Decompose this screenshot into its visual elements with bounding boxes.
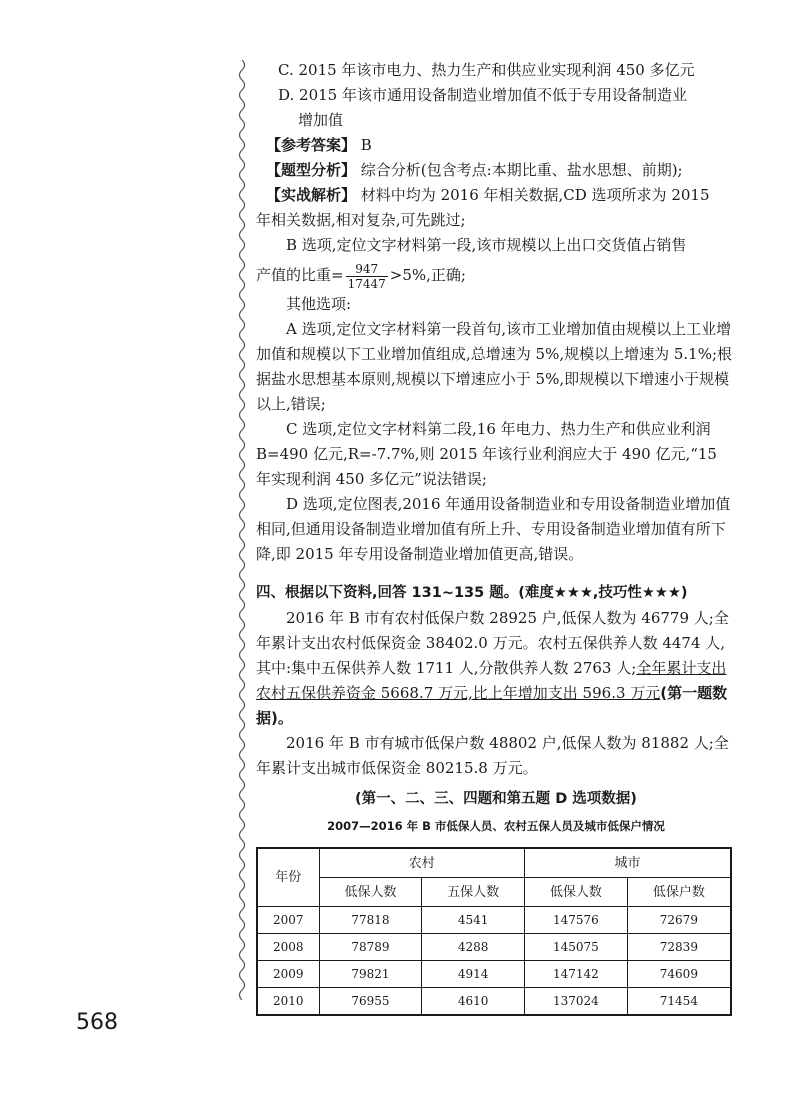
table-scope-caption: (第一、二、三、四题和第五题 D 选项数据) <box>355 791 637 807</box>
analysis-line2: 年相关数据,相对复杂,可先跳过; <box>256 211 466 229</box>
sub-header: 低保人数 <box>525 878 628 907</box>
qtype-label: 【题型分析】 <box>266 161 357 179</box>
table-cell: 2007 <box>257 907 319 934</box>
qtype-value: 综合分析(包含考点:本期比重、盐水思想、前期); <box>360 161 683 179</box>
data-table <box>256 847 732 1016</box>
table-cell: 76955 <box>319 988 422 1016</box>
answer-value: B <box>360 136 372 154</box>
formula-prefix: 产值的比重= <box>256 266 344 284</box>
table-cell: 147576 <box>525 907 628 934</box>
table-row <box>257 961 731 988</box>
table-row <box>257 988 731 1016</box>
margin-wavy-line <box>236 60 248 1000</box>
option-b-analysis: B 选项,定位文字材料第一段,该市规模以上出口交货值占销售 <box>286 236 687 254</box>
sub-header: 低保人数 <box>319 878 422 907</box>
option-a-analysis: A 选项,定位文字材料第一段首句,该市工业增加值由规模以上工业增加值和规模以下工业增加值组成,总增速为 5%,规模以上增速为 5.1%;根据盐水思想基本原则,规模以下增速应小于 5%,即规模以下增速小于规模以上,错误; <box>256 320 733 413</box>
analysis-label: 【实战解析】 <box>266 186 357 204</box>
table-cell: 4288 <box>422 934 525 961</box>
table-cell: 2010 <box>257 988 319 1016</box>
table-cell: 79821 <box>319 961 422 988</box>
option-d-analysis: D 选项,定位图表,2016 年通用设备制造业和专用设备制造业增加值相同,但通用设备制造业增加值有所上升、专用设备制造业增加值有所下降,即 2015 年专用设备制造业增加值更高,错误。 <box>256 495 731 563</box>
option-c-analysis: C 选项,定位文字材料第二段,16 年电力、热力生产和供应业利润 B=490 亿元,R=-7.7%,则 2015 年该行业利润应大于 490 亿元,“15 年实现利润 450 多亿元”说法错误; <box>256 420 717 488</box>
material-paragraph-1 <box>256 606 736 731</box>
table-cell: 71454 <box>627 988 731 1016</box>
table-cell: 2008 <box>257 934 319 961</box>
table-cell: 77818 <box>319 907 422 934</box>
urban-header: 城市 <box>525 848 731 878</box>
content-column <box>256 58 736 1016</box>
table-cell: 2009 <box>257 961 319 988</box>
table-cell: 4610 <box>422 988 525 1016</box>
material-note: (第一题数据)。 <box>256 684 728 727</box>
fraction-numerator: 947 <box>346 262 388 277</box>
formula-suffix: >5%,正确; <box>389 266 466 284</box>
table-row <box>257 907 731 934</box>
fraction-denominator: 17447 <box>347 276 386 291</box>
table-cell: 4541 <box>422 907 525 934</box>
qtype-row <box>256 158 736 183</box>
table-cell: 78789 <box>319 934 422 961</box>
section-four-heading: 四、根据以下资料,回答 131~135 题。(难度★★★,技巧性★★★) <box>256 585 688 601</box>
sub-header: 五保人数 <box>422 878 525 907</box>
table-cell: 72679 <box>627 907 731 934</box>
answer-row <box>256 133 736 158</box>
rural-header: 农村 <box>319 848 524 878</box>
analysis-row <box>256 183 736 208</box>
answer-label: 【参考答案】 <box>266 136 357 154</box>
year-header: 年份 <box>257 848 319 907</box>
fraction <box>346 262 388 291</box>
option-c: C. 2015 年该市电力、热力生产和供应业实现利润 450 多亿元 <box>278 61 695 79</box>
option-d-line1: D. 2015 年该市通用设备制造业增加值不低于专用设备制造业 <box>278 86 687 104</box>
analysis-line1: 材料中均为 2016 年相关数据,CD 选项所求为 2015 <box>360 186 710 204</box>
table-cell: 145075 <box>525 934 628 961</box>
material-underlined-text: 全年累计支出农村五保供养资金 5668.7 万元,比上年增加支出 596.3 万元 <box>256 659 727 702</box>
table-cell: 4914 <box>422 961 525 988</box>
table-title: 2007—2016 年 B 市低保人员、农村五保人员及城市低保户情况 <box>327 819 665 833</box>
material-paragraph-2: 2016 年 B 市有城市低保户数 48802 户,低保人数为 81882 人;全年累计支出城市低保资金 80215.8 万元。 <box>256 734 729 777</box>
table-row <box>257 934 731 961</box>
ratio-formula <box>256 258 736 292</box>
table-cell: 137024 <box>525 988 628 1016</box>
table-cell: 72839 <box>627 934 731 961</box>
table-cell: 147142 <box>525 961 628 988</box>
option-d-line2: 增加值 <box>298 111 344 129</box>
table-cell: 74609 <box>627 961 731 988</box>
page-number: 568 <box>76 1010 118 1035</box>
material-text-a: 2016 年 B 市有农村低保户数 28925 户,低保人数为 46779 人;全年累计支出农村低保资金 38402.0 万元。农村五保供养人数 4474 人,其中:集中五保供养人数 1711 人,分散供养人数 2763 人; <box>256 609 729 677</box>
other-options-label: 其他选项: <box>286 295 352 313</box>
sub-header: 低保户数 <box>627 878 731 907</box>
